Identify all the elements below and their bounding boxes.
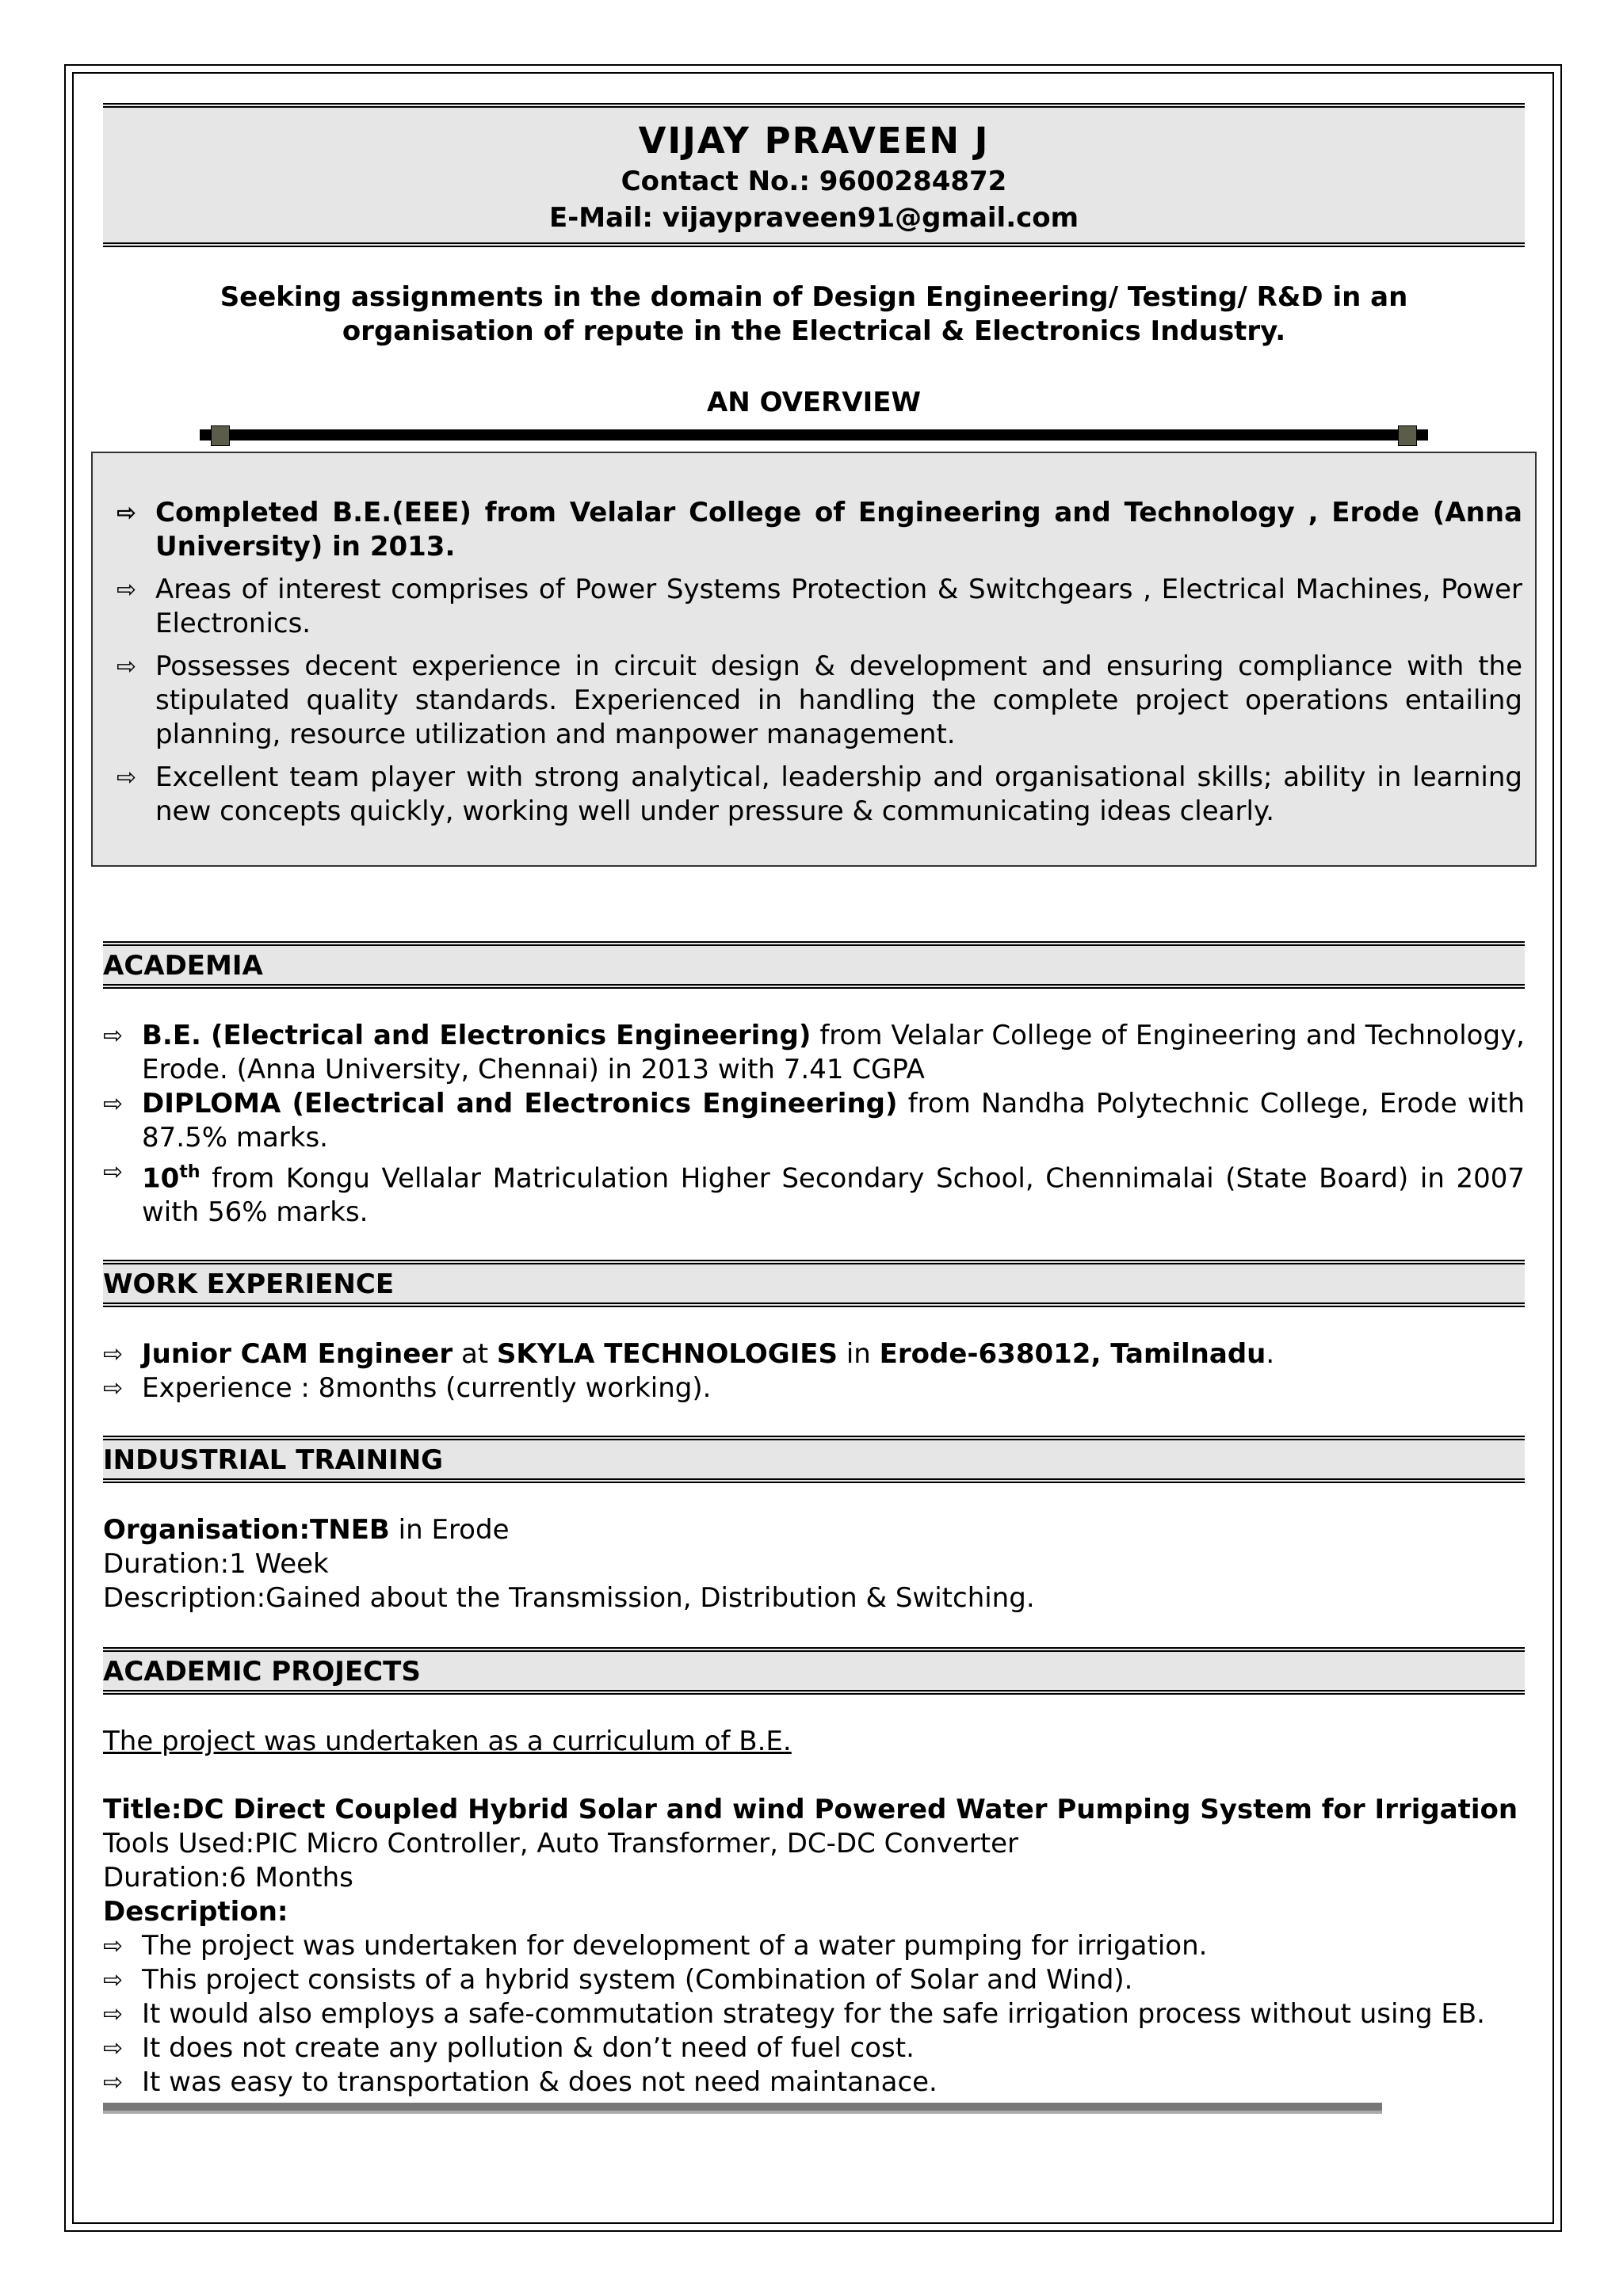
divider-knob-left: [211, 425, 230, 446]
arrow-right-icon: ⇨: [116, 653, 137, 681]
list-item: ⇨ It does not create any pollution & don’t need of fuel cost.: [103, 2032, 915, 2065]
list-item: ⇨ B.E. (Electrical and Electronics Engineering) from Velalar College of Engineering and Technology, Erode. (Anna University, Chennai) in 2013 with 7.41 CGPA: [103, 1020, 1525, 1085]
arrow-right-icon: ⇨: [116, 576, 137, 604]
arrow-right-icon: ⇨: [103, 1932, 124, 1961]
list-item: ⇨ It would also employs a safe-commutation strategy for the safe irrigation process without using EB.: [103, 1998, 1485, 2031]
contact-value: 9600284872: [819, 166, 1007, 197]
arrow-right-icon: ⇨: [103, 2000, 124, 2029]
list-item: ⇨ This project consists of a hybrid system (Combination of Solar and Wind).: [103, 1964, 1133, 1997]
training-details: [103, 1513, 1525, 1615]
overview-title: AN OVERVIEW: [706, 387, 921, 418]
overview-box: [91, 452, 1537, 867]
arrow-right-icon: ⇨: [103, 1375, 124, 1403]
academia-list: [103, 1019, 1525, 1230]
list-item: ⇨ Possesses decent experience in circuit design & development and ensuring compliance with the stipulated quality standards. Experienced in handling the complete project operations entailing planning, resource utilization and manpower management.: [116, 650, 1522, 750]
project-description-list: [103, 1929, 1525, 2100]
work-list: [103, 1337, 1525, 1405]
arrow-right-icon: ⇨: [103, 2069, 124, 2097]
project-tools: Tools Used:PIC Micro Controller, Auto Transformer, DC-DC Converter: [103, 1828, 1019, 1860]
project-description-label: Description:: [103, 1896, 288, 1928]
arrow-right-icon: ⇨: [116, 499, 137, 527]
training-description: Description:Gained about the Transmission, Distribution & Switching.: [103, 1582, 1035, 1615]
industrial-training-header: INDUSTRIAL TRAINING: [103, 1436, 1525, 1483]
candidate-name: VIJAY PRAVEEN J: [638, 120, 990, 162]
arrow-right-icon: ⇨: [103, 1022, 124, 1050]
objective-line-1: Seeking assignments in the domain of Design Engineering/ Testing/ R&D in an: [220, 281, 1408, 313]
email-line: [103, 200, 1525, 236]
list-item: ⇨ Excellent team player with strong analytical, leadership and organisational skills; ability in learning new concepts quickly, working well under pressure & communicating ideas clearly.: [116, 761, 1522, 827]
arrow-right-icon: ⇨: [103, 2035, 124, 2063]
academia-header: ACADEMIA: [103, 941, 1525, 989]
training-duration: Duration:1 Week: [103, 1548, 329, 1581]
career-objective: [103, 280, 1525, 349]
divider-knob-right: [1398, 425, 1417, 446]
academic-projects-header: ACADEMIC PROJECTS: [103, 1647, 1525, 1695]
arrow-right-icon: ⇨: [103, 1966, 124, 1995]
objective-line-2: organisation of repute in the Electrical & Electronics Industry.: [342, 315, 1286, 347]
list-item: ⇨ DIPLOMA (Electrical and Electronics Engineering) from Nandha Polytechnic College, Erode with 87.5% marks.: [103, 1088, 1526, 1154]
training-organisation: Organisation:TNEB in Erode: [103, 1514, 510, 1547]
bottom-divider: [103, 2103, 1382, 2114]
contact-number: [103, 163, 1525, 200]
arrow-right-icon: ⇨: [103, 1090, 124, 1118]
overview-divider: [200, 429, 1428, 441]
list-item: ⇨ Junior CAM Engineer at SKYLA TECHNOLOGIES in Erode-638012, Tamilnadu.: [103, 1338, 1275, 1371]
work-experience-header: WORK EXPERIENCE: [103, 1260, 1525, 1307]
list-item: ⇨ Areas of interest comprises of Power Systems Protection & Switchgears , Electrical Machines, Power Electronics.: [116, 574, 1522, 639]
overview-list: [116, 496, 1522, 829]
project-intro: The project was undertaken as a curriculum of B.E.: [103, 1726, 792, 1758]
project-duration: Duration:6 Months: [103, 1862, 353, 1894]
project-title: Title:DC Direct Coupled Hybrid Solar and wind Powered Water Pumping System for Irrigation: [103, 1794, 1518, 1826]
list-item: ⇨ Completed B.E.(EEE) from Velalar College of Engineering and Technology , Erode (Anna University) in 2013.: [116, 497, 1522, 563]
list-item: ⇨ 10th from Kongu Vellalar Matriculation Higher Secondary School, Chennimalai (State Board) in 2007 with 56% marks.: [103, 1155, 1525, 1230]
list-item: ⇨ It was easy to transportation & does not need maintanace.: [103, 2066, 938, 2099]
arrow-right-icon: ⇨: [103, 1341, 124, 1369]
resume-header: [103, 103, 1525, 247]
resume-content: [103, 103, 1525, 2114]
contact-label: Contact No.:: [621, 166, 819, 197]
email-label: E-Mail:: [548, 202, 663, 234]
email-value: vijaypraveen91@gmail.com: [662, 202, 1079, 234]
list-item: ⇨ The project was undertaken for development of a water pumping for irrigation.: [103, 1930, 1208, 1962]
arrow-right-icon: ⇨: [103, 1158, 124, 1186]
arrow-right-icon: ⇨: [116, 764, 137, 791]
list-item: ⇨ Experience : 8months (currently working).: [103, 1372, 712, 1405]
